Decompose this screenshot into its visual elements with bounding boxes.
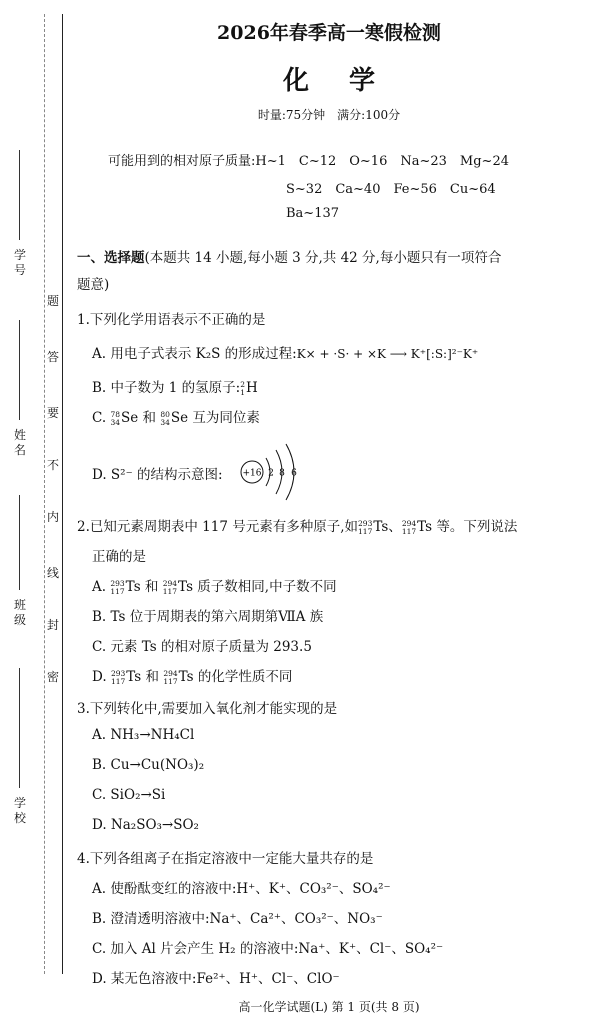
q1-option-d: D. S²⁻ 的结构示意图: [92, 467, 223, 483]
seal-char: 封 [46, 618, 59, 632]
shell-electrons: 8 [279, 468, 285, 479]
atomic-mass-line3: Ba~137 [286, 206, 340, 221]
atomic-number: 117 [110, 586, 125, 596]
student-id-label: 学 号 [13, 248, 26, 277]
mass-number: 294 [163, 668, 178, 678]
binding-margin [0, 0, 70, 1027]
subject-title: 化学 [282, 66, 415, 96]
section-title: 一、选择题 [77, 250, 145, 266]
q3-stem: 3.下列转化中,需要加入氧化剂才能实现的是 [77, 701, 338, 717]
q1-b-symbol: H [246, 380, 258, 396]
mass-number: 2 [240, 379, 246, 389]
q4-option-b: B. 澄清透明溶液中:Na⁺、Ca²⁺、CO₃²⁻、NO₃⁻ [92, 911, 383, 927]
atomic-number: 117 [110, 676, 126, 686]
q2-option-b: B. Ts 位于周期表的第六周期第ⅦA 族 [92, 609, 324, 625]
seal-char: 密 [46, 670, 59, 684]
q2-d-mid: Ts 和 [126, 669, 164, 685]
exam-page [72, 0, 586, 1027]
atomic-mass-line2: S~32 Ca~40 Fe~56 Cu~64 [286, 182, 496, 197]
q2-stem-part: Ts、 [373, 519, 402, 535]
nuclide-notation [160, 411, 170, 427]
nuclide-notation [111, 670, 125, 686]
mass-number: 294 [401, 518, 417, 528]
q2-stem-part: Ts 等。下列说法 [417, 519, 518, 535]
q2-stem [77, 515, 517, 536]
q1-c-symbol: Se 和 [120, 410, 161, 426]
mass-number: 294 [162, 578, 178, 588]
student-id-fill-line [19, 150, 20, 240]
margin-line [62, 14, 63, 974]
mass-number: 78 [110, 409, 120, 419]
seal-char: 线 [46, 566, 59, 580]
atomic-number: 117 [358, 526, 373, 536]
q1-c-text: Se 互为同位素 [170, 410, 260, 426]
q2-stem-part: 2.已知元素周期表中 117 号元素有多种原子,如 [77, 519, 359, 535]
q4-option-c: C. 加入 Al 片会产生 H₂ 的溶液中:Na⁺、K⁺、Cl⁻、SO₄²⁻ [92, 941, 444, 957]
q3-option-b: B. Cu→Cu(NO₃)₂ [92, 757, 205, 773]
q4-option-d: D. 某无色溶液中:Fe²⁺、H⁺、Cl⁻、ClO⁻ [92, 971, 340, 987]
q2-stem-cont: 正确的是 [92, 549, 146, 565]
q4-option-a: A. 使酚酞变红的溶液中:H⁺、K⁺、CO₃²⁻、SO₄²⁻ [92, 881, 391, 897]
q3-option-d: D. Na₂SO₃→SO₂ [92, 817, 199, 833]
seal-char: 题 [46, 294, 59, 308]
nuclide-notation [110, 411, 120, 427]
q3-option-c: C. SiO₂→Si [92, 787, 166, 803]
section-desc-cont: 题意) [77, 277, 110, 293]
q1-option-c [92, 406, 260, 427]
q2-option-d [92, 665, 292, 686]
exam-title: 2026年春季高一寒假检测 [217, 22, 441, 44]
nuclide-notation [163, 670, 177, 686]
time-score-info: 时量:75分钟 满分:100分 [257, 108, 401, 122]
q2-a-mid: Ts 和 [125, 579, 163, 595]
class-label: 班 级 [13, 598, 26, 627]
nuclide-notation [110, 580, 124, 596]
shell-electrons: 6 [291, 468, 297, 479]
nucleus-charge: +16 [242, 468, 262, 479]
name-label: 姓 名 [13, 428, 26, 457]
atomic-number: 34 [160, 417, 170, 427]
mass-number: 80 [160, 409, 170, 419]
q3-option-a: A. NH₃→NH₄Cl [92, 727, 195, 743]
atomic-number: 1 [240, 387, 246, 397]
mass-number: 293 [110, 668, 126, 678]
name-fill-line [19, 320, 20, 420]
nuclide-notation [402, 520, 416, 536]
seal-char: 答 [46, 350, 59, 364]
sulfur-ion-structure-diagram [238, 440, 308, 502]
class-fill-line [19, 495, 20, 590]
shell-electrons: 2 [268, 468, 274, 479]
atomic-number: 117 [163, 676, 178, 686]
q2-option-a [92, 575, 337, 596]
q1-b-text: B. 中子数为 1 的氢原子: [92, 380, 241, 396]
q1-c-prefix: C. [92, 410, 111, 426]
seal-dashed-line [44, 14, 45, 974]
section-heading [77, 246, 501, 266]
atomic-mass-line1: 可能用到的相对原子质量:H~1 C~12 O~16 Na~23 Mg~24 [108, 154, 509, 169]
atomic-number: 34 [110, 417, 120, 427]
q4-stem: 4.下列各组离子在指定溶液中一定能大量共存的是 [77, 851, 374, 867]
q2-a-end: Ts 质子数相同,中子数不同 [178, 579, 337, 595]
nuclide-notation [240, 381, 245, 397]
q1-a-formula: K× + ·S· + ×K ⟶ K⁺[:S:]²⁻K⁺ [296, 347, 479, 361]
q2-a-prefix: A. [92, 579, 111, 595]
q1-option-a [92, 342, 478, 362]
q2-d-end: Ts 的化学性质不同 [178, 669, 293, 685]
atomic-number: 117 [162, 586, 178, 596]
school-label: 学 校 [13, 796, 26, 825]
q2-option-c: C. 元素 Ts 的相对原子质量为 293.5 [92, 639, 312, 655]
nuclide-notation [358, 520, 372, 536]
seal-char: 不 [46, 458, 59, 472]
mass-number: 293 [358, 518, 373, 528]
mass-number: 293 [110, 578, 125, 588]
q1-a-text: A. 用电子式表示 K₂S 的形成过程: [92, 346, 297, 362]
seal-char: 要 [46, 406, 59, 420]
page-footer: 高一化学试题(L) 第 1 页(共 8 页) [238, 1000, 420, 1014]
school-fill-line [19, 668, 20, 788]
nuclide-notation [163, 580, 177, 596]
q1-option-b [92, 376, 258, 397]
q1-stem: 1.下列化学用语表示不正确的是 [77, 312, 266, 328]
q2-d-prefix: D. [92, 669, 111, 685]
atomic-number: 117 [401, 526, 417, 536]
seal-char: 内 [46, 510, 59, 524]
section-desc: (本题共 14 小题,每小题 3 分,共 42 分,每小题只有一项符合 [144, 250, 502, 266]
